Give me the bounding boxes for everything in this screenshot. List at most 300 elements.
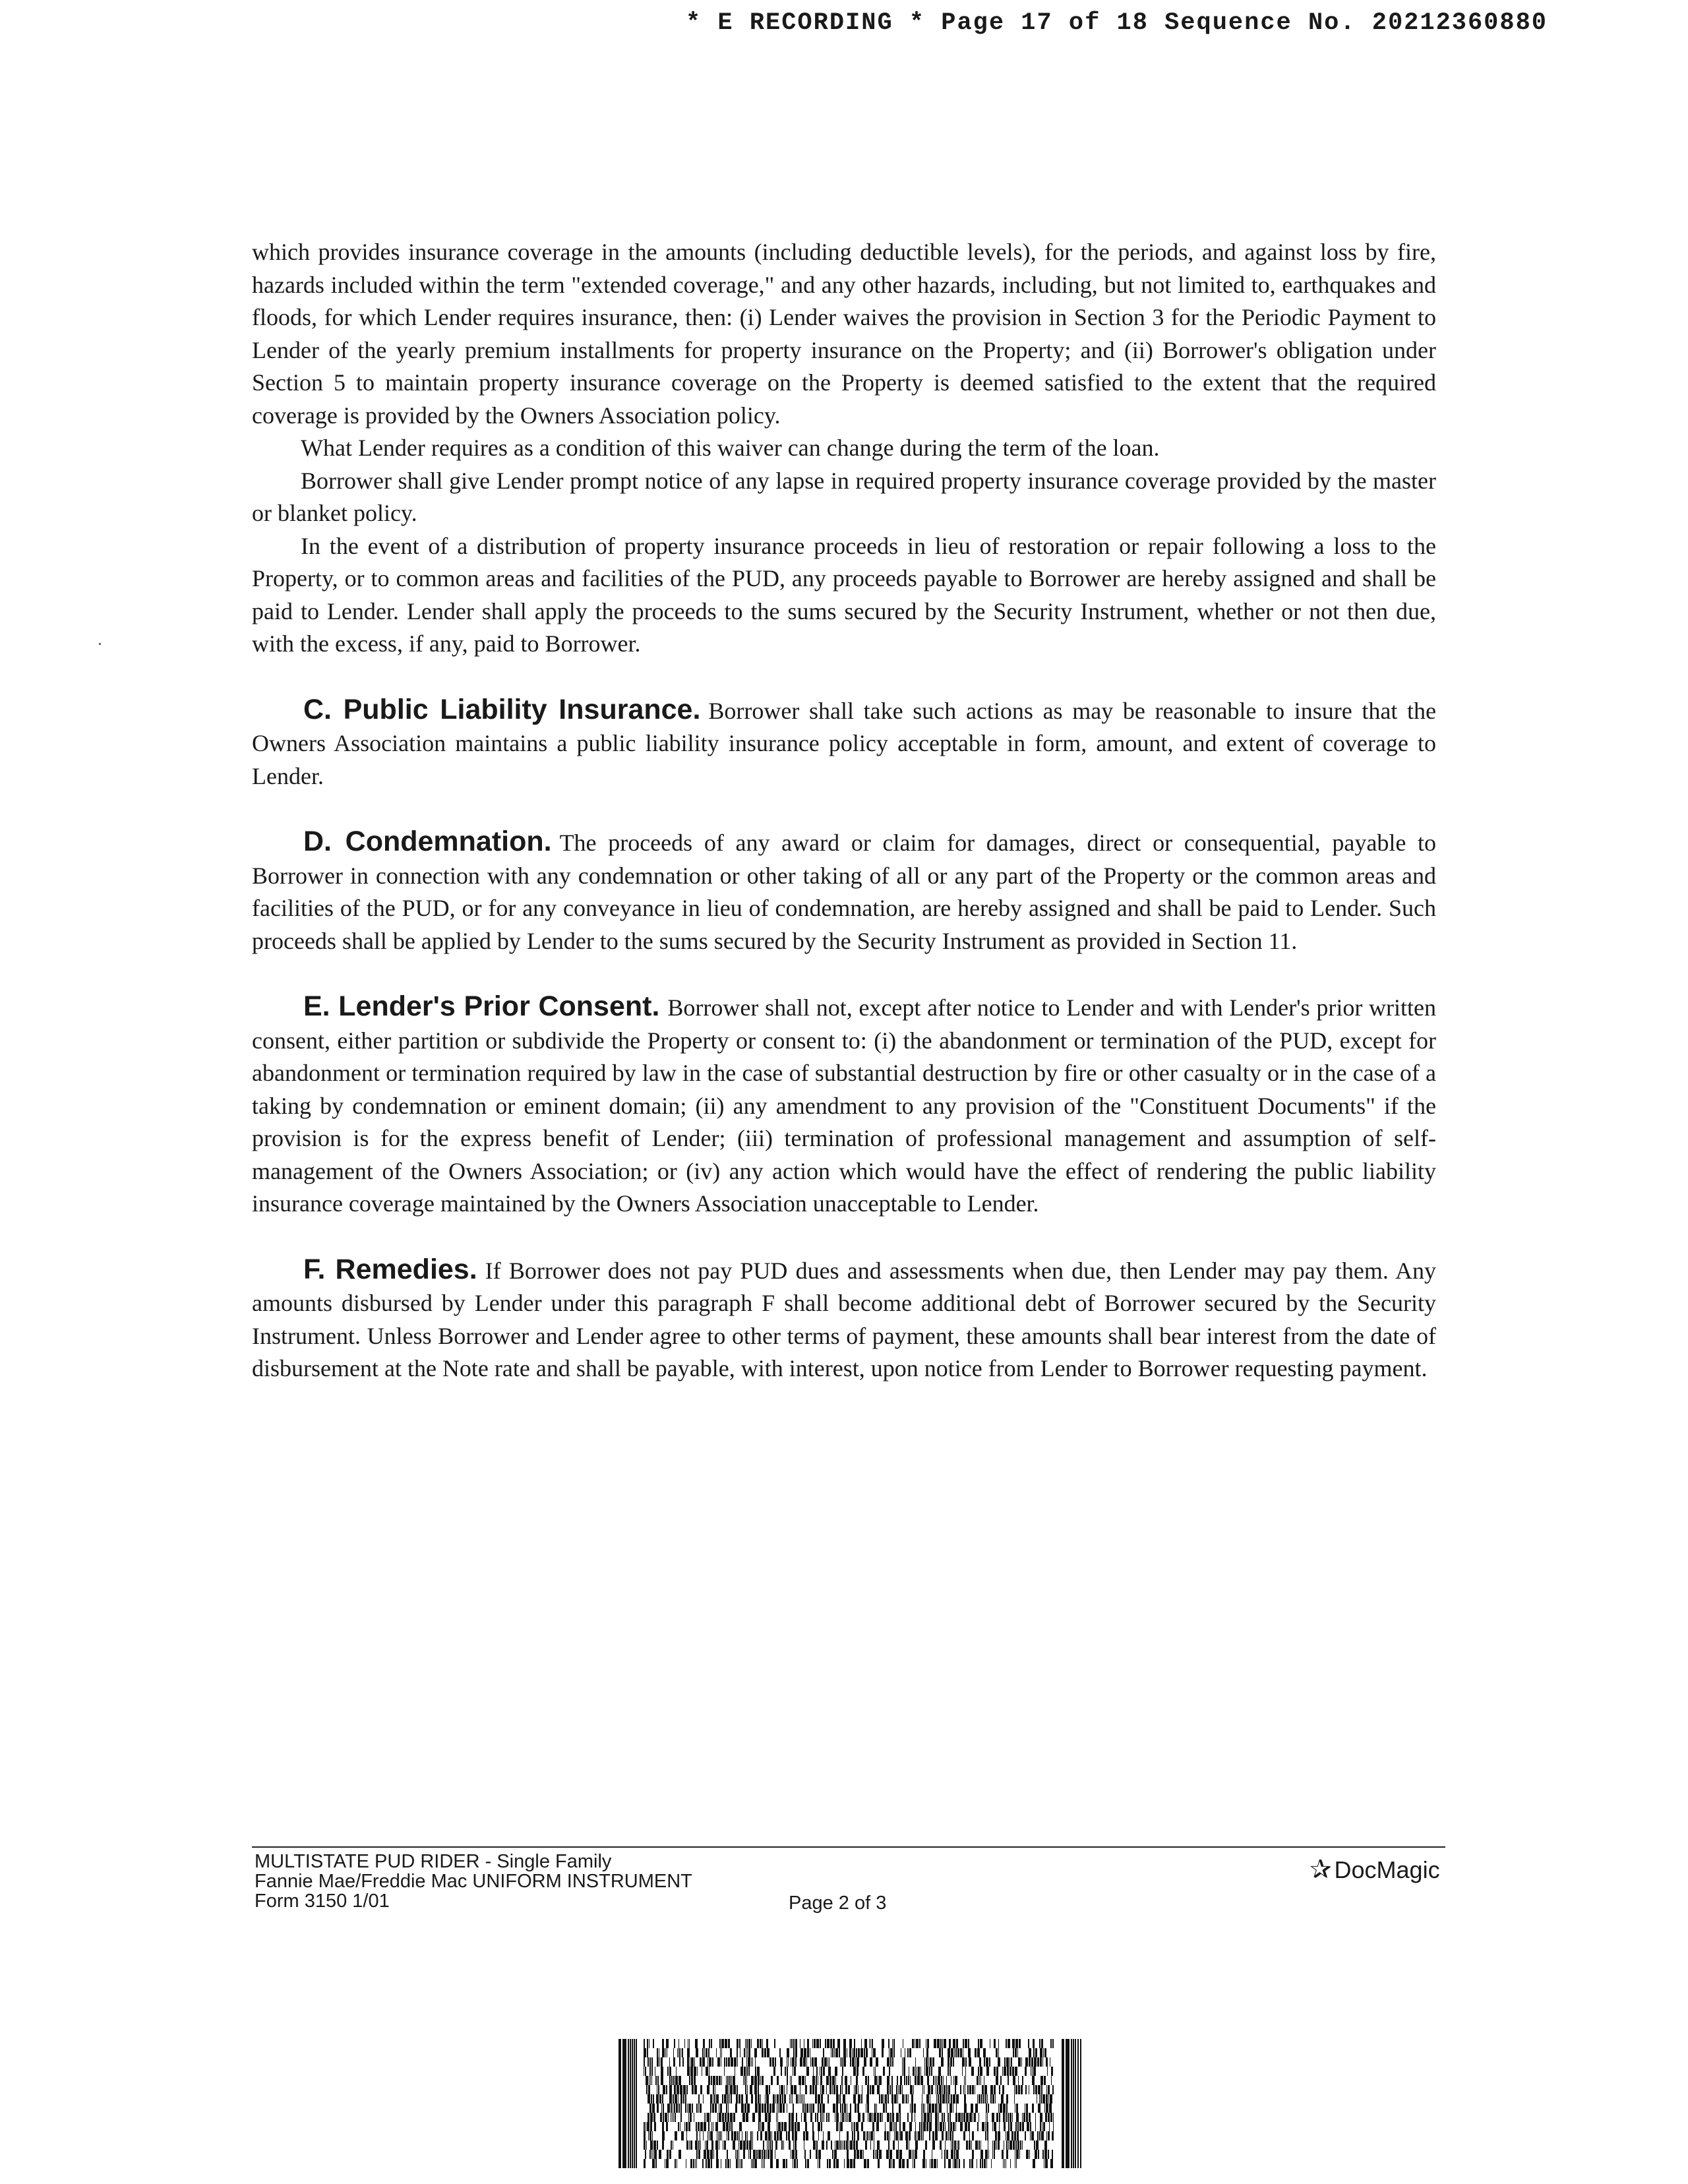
- barcode-module: [792, 2057, 795, 2067]
- barcode-module: [992, 2113, 994, 2122]
- barcode-module: [989, 2057, 990, 2067]
- barcode-module: [769, 2140, 771, 2150]
- barcode-module: [983, 2048, 986, 2057]
- barcode-module: [853, 2067, 856, 2076]
- barcode-module: [746, 2067, 748, 2076]
- barcode-module: [725, 2085, 728, 2094]
- barcode-module: [706, 2048, 708, 2057]
- barcode-module: [1003, 2113, 1005, 2122]
- section-text: Borrower shall take such actions as may be reasonable to insure that the Owners Association maintains a public liability insurance policy acceptable in form, amount, and extent of coverage to Lender.: [252, 697, 1436, 789]
- barcode-module: [724, 2094, 727, 2104]
- barcode-module: [979, 2140, 980, 2150]
- barcode-module: [940, 2122, 942, 2131]
- barcode-module: [769, 2085, 770, 2094]
- barcode-module: [814, 2057, 817, 2067]
- barcode-module: [971, 2140, 972, 2150]
- barcode-module: [971, 2067, 974, 2076]
- barcode-module: [948, 2085, 950, 2094]
- barcode-module: [944, 2085, 946, 2094]
- barcode-module: [926, 2122, 928, 2131]
- barcode-module: [860, 2150, 862, 2159]
- barcode-module: [778, 2122, 781, 2131]
- barcode-module: [922, 2104, 924, 2113]
- barcode-module: [1006, 2104, 1008, 2113]
- barcode-module: [936, 2076, 937, 2085]
- barcode-module: [1033, 2039, 1035, 2048]
- barcode-module: [841, 2076, 843, 2085]
- barcode-module: [1019, 2150, 1020, 2159]
- barcode-module: [737, 2039, 738, 2048]
- barcode-module: [998, 2057, 1000, 2067]
- barcode-module: [983, 2094, 984, 2104]
- barcode-module: [752, 2113, 755, 2122]
- barcode-module: [887, 2131, 889, 2140]
- barcode-module: [687, 2048, 690, 2057]
- barcode-module: [779, 2048, 781, 2057]
- barcode-module: [777, 2131, 779, 2140]
- barcode-module: [977, 2122, 979, 2131]
- barcode-module: [795, 2140, 797, 2150]
- barcode-module: [715, 2122, 718, 2131]
- barcode-module: [869, 2039, 870, 2048]
- barcode-module: [832, 2150, 833, 2159]
- barcode-module: [711, 2076, 712, 2085]
- barcode-module: [903, 2067, 905, 2076]
- barcode-module: [1016, 2104, 1018, 2113]
- barcode-module: [755, 2057, 756, 2067]
- barcode-module: [922, 2113, 923, 2122]
- barcode-module: [810, 2150, 811, 2159]
- barcode-module: [758, 2076, 760, 2085]
- barcode-module: [766, 2085, 768, 2094]
- barcode-module: [648, 2131, 649, 2140]
- barcode-module: [1021, 2057, 1022, 2067]
- barcode-module: [823, 2048, 824, 2057]
- barcode-module: [764, 2048, 766, 2057]
- barcode-module: [773, 2067, 775, 2076]
- barcode-module: [648, 2085, 650, 2094]
- barcode-module: [741, 2094, 743, 2104]
- barcode-module: [828, 2067, 831, 2076]
- barcode-module: [706, 2140, 708, 2150]
- barcode-module: [963, 2085, 964, 2094]
- barcode-module: [1017, 2122, 1019, 2131]
- barcode-module: [696, 2048, 698, 2057]
- barcode-module: [915, 2131, 916, 2140]
- barcode-module: [872, 2039, 873, 2048]
- barcode-module: [786, 2131, 787, 2140]
- barcode-module: [1045, 2113, 1047, 2122]
- barcode-module: [937, 2039, 940, 2048]
- barcode-module: [855, 2104, 857, 2113]
- barcode-module: [835, 2048, 838, 2057]
- barcode-module: [678, 2104, 680, 2113]
- barcode-module: [711, 2159, 712, 2168]
- barcode-module: [731, 2131, 733, 2140]
- barcode-module: [730, 2048, 732, 2057]
- barcode-module: [1040, 2113, 1042, 2122]
- barcode-module: [695, 2140, 698, 2150]
- barcode-module: [771, 2131, 772, 2140]
- barcode-module: [692, 2104, 693, 2113]
- barcode-module: [924, 2067, 925, 2076]
- barcode-module: [894, 2094, 897, 2104]
- barcode-module: [996, 2067, 998, 2076]
- barcode-module: [886, 2104, 887, 2113]
- barcode-module: [686, 2085, 688, 2094]
- barcode-module: [657, 2140, 658, 2150]
- barcode-module: [812, 2085, 814, 2094]
- barcode-module: [928, 2085, 930, 2094]
- barcode-module: [754, 2159, 757, 2168]
- barcode-module: [729, 2094, 730, 2104]
- barcode-module: [1071, 2039, 1072, 2168]
- barcode-module: [848, 2085, 850, 2094]
- barcode-module: [843, 2094, 845, 2104]
- barcode-module: [934, 2039, 936, 2048]
- barcode-module: [954, 2150, 955, 2159]
- barcode-module: [752, 2159, 754, 2168]
- barcode-module: [1045, 2159, 1048, 2168]
- barcode-module: [737, 2057, 738, 2067]
- barcode-module: [711, 2122, 712, 2131]
- barcode-module: [995, 2131, 997, 2140]
- barcode-module: [978, 2067, 979, 2076]
- barcode-module: [852, 2057, 855, 2067]
- barcode-module: [902, 2057, 903, 2067]
- barcode-module: [813, 2067, 814, 2076]
- barcode-module: [728, 2131, 729, 2140]
- barcode-module: [870, 2085, 871, 2094]
- barcode-module: [816, 2140, 818, 2150]
- barcode-module: [809, 2104, 810, 2113]
- barcode-module: [962, 2067, 963, 2076]
- barcode-module: [923, 2048, 924, 2057]
- barcode-module: [939, 2085, 942, 2094]
- barcode-module: [644, 2048, 646, 2057]
- barcode-module: [747, 2104, 750, 2113]
- barcode-module: [727, 2094, 729, 2104]
- barcode-module: [690, 2159, 692, 2168]
- barcode-module: [804, 2048, 806, 2057]
- barcode-module: [687, 2104, 688, 2113]
- barcode-module: [992, 2094, 994, 2104]
- barcode-module: [889, 2067, 890, 2076]
- form-instrument: Fannie Mae/Freddie Mac UNIFORM INSTRUMENT: [255, 1871, 692, 1892]
- barcode-module: [760, 2122, 761, 2131]
- barcode-module: [743, 2140, 746, 2150]
- barcode-module: [1035, 2048, 1037, 2057]
- barcode-module: [693, 2159, 694, 2168]
- barcode-module: [757, 2131, 758, 2140]
- barcode-module: [980, 2140, 981, 2150]
- barcode-module: [990, 2085, 993, 2094]
- barcode-module: [765, 2113, 768, 2122]
- barcode-module: [806, 2067, 809, 2076]
- barcode-module: [899, 2085, 901, 2094]
- barcode-module: [659, 2150, 661, 2159]
- barcode-module: [753, 2150, 756, 2159]
- barcode-module: [737, 2150, 738, 2159]
- barcode-module: [980, 2076, 981, 2085]
- barcode-module: [950, 2057, 952, 2067]
- barcode-module: [836, 2122, 838, 2131]
- barcode-module: [1008, 2039, 1010, 2048]
- barcode-module: [716, 2076, 718, 2085]
- barcode-module: [929, 2067, 930, 2076]
- barcode-module: [853, 2094, 856, 2104]
- barcode-module: [889, 2122, 892, 2131]
- barcode-module: [789, 2113, 791, 2122]
- barcode-module: [940, 2140, 942, 2150]
- barcode-module: [654, 2150, 657, 2159]
- barcode-module: [748, 2150, 749, 2159]
- barcode-module: [956, 2150, 959, 2159]
- barcode-module: [742, 2057, 743, 2067]
- barcode-module: [673, 2057, 675, 2067]
- barcode-module: [1037, 2057, 1039, 2067]
- barcode-module: [856, 2076, 858, 2085]
- barcode-module: [729, 2076, 731, 2085]
- barcode-module: [1038, 2150, 1039, 2159]
- barcode-module: [945, 2140, 946, 2150]
- barcode-module: [1018, 2057, 1021, 2067]
- barcode-module: [793, 2104, 794, 2113]
- barcode-module: [733, 2113, 735, 2122]
- barcode-module: [733, 2085, 736, 2094]
- barcode-module: [723, 2122, 725, 2131]
- barcode-module: [650, 2122, 652, 2131]
- barcode-module: [890, 2057, 891, 2067]
- barcode-module: [1029, 2113, 1031, 2122]
- barcode-module: [746, 2094, 748, 2104]
- barcode-module: [728, 2039, 730, 2048]
- barcode-module: [706, 2067, 708, 2076]
- barcode-module: [980, 2159, 981, 2168]
- barcode-module: [751, 2076, 754, 2085]
- barcode-module: [1041, 2131, 1044, 2140]
- barcode-module: [668, 2113, 669, 2122]
- barcode-module: [839, 2048, 840, 2057]
- barcode-module: [770, 2159, 773, 2168]
- barcode-module: [803, 2131, 805, 2140]
- barcode-module: [821, 2094, 823, 2104]
- barcode-module: [1003, 2104, 1006, 2113]
- barcode-module: [758, 2085, 759, 2094]
- barcode-module: [1030, 2131, 1031, 2140]
- barcode-module: [710, 2094, 712, 2104]
- barcode-module: [950, 2122, 952, 2131]
- barcode-module: [944, 2150, 946, 2159]
- barcode-module: [826, 2085, 827, 2094]
- barcode-module: [716, 2159, 719, 2168]
- barcode-module: [647, 2122, 649, 2131]
- barcode-module: [744, 2048, 745, 2057]
- barcode-module: [678, 2122, 679, 2131]
- barcode-module: [815, 2085, 817, 2094]
- barcode-module: [891, 2159, 892, 2168]
- barcode-module: [820, 2039, 821, 2048]
- barcode-module: [662, 2140, 664, 2150]
- barcode-module: [938, 2094, 939, 2104]
- barcode-module: [794, 2085, 797, 2094]
- barcode-module: [845, 2076, 847, 2085]
- barcode-module: [858, 2113, 860, 2122]
- barcode-module: [910, 2104, 911, 2113]
- barcode-module: [724, 2067, 725, 2076]
- barcode-module: [729, 2122, 731, 2131]
- barcode-module: [762, 2076, 764, 2085]
- barcode-module: [793, 2048, 795, 2057]
- barcode-module: [726, 2057, 727, 2067]
- barcode-module: [751, 2159, 752, 2168]
- barcode-module: [731, 2057, 733, 2067]
- barcode-module: [1010, 2159, 1011, 2168]
- barcode-module: [867, 2104, 869, 2113]
- barcode-module: [906, 2094, 907, 2104]
- barcode-module: [652, 2159, 655, 2168]
- barcode-module: [683, 2094, 684, 2104]
- barcode-module: [758, 2094, 760, 2104]
- barcode-module: [998, 2131, 1000, 2140]
- barcode-module: [694, 2076, 696, 2085]
- barcode-module: [891, 2094, 893, 2104]
- barcode-module: [898, 2085, 899, 2094]
- barcode-module: [807, 2159, 809, 2168]
- barcode-module: [1046, 2057, 1048, 2067]
- barcode-module: [771, 2140, 773, 2150]
- barcode-module: [867, 2131, 868, 2140]
- barcode-module: [946, 2150, 948, 2159]
- barcode-module: [746, 2140, 748, 2150]
- barcode-module: [931, 2159, 933, 2168]
- barcode-module: [652, 2104, 655, 2113]
- barcode-module: [737, 2085, 738, 2094]
- barcode-module: [675, 2113, 676, 2122]
- barcode-module: [695, 2159, 696, 2168]
- barcode-module: [832, 2076, 835, 2085]
- barcode-module: [936, 2094, 937, 2104]
- barcode-module: [914, 2159, 915, 2168]
- barcode-module: [1015, 2085, 1017, 2094]
- barcode-module: [903, 2122, 905, 2131]
- waiver-paragraph: What Lender requires as a condition of this waiver can change during the term of the loan.: [301, 435, 1160, 461]
- barcode-module: [671, 2104, 672, 2113]
- barcode-module: [867, 2159, 869, 2168]
- barcode-module: [791, 2039, 793, 2048]
- barcode-module: [682, 2057, 684, 2067]
- barcode-module: [870, 2057, 872, 2067]
- barcode-module: [781, 2140, 783, 2150]
- barcode-module: [707, 2085, 709, 2094]
- barcode-module: [765, 2131, 768, 2140]
- barcode-module: [942, 2048, 943, 2057]
- form-identification: [255, 1852, 692, 1911]
- barcode-module: [1006, 2113, 1007, 2122]
- barcode-module: [826, 2113, 828, 2122]
- barcode-module: [766, 2039, 768, 2048]
- barcode-module: [694, 2085, 697, 2094]
- barcode-module: [906, 2076, 907, 2085]
- barcode-module: [716, 2150, 718, 2159]
- barcode-module: [695, 2039, 698, 2048]
- barcode-module: [662, 2048, 665, 2057]
- barcode-module: [720, 2104, 722, 2113]
- barcode-module: [788, 2057, 789, 2067]
- barcode-module: [843, 2048, 846, 2057]
- barcode-module: [951, 2094, 952, 2104]
- barcode-module: [683, 2085, 686, 2094]
- barcode-module: [801, 2094, 802, 2104]
- barcode-module: [902, 2094, 904, 2104]
- barcode-module: [950, 2104, 952, 2113]
- barcode-module: [906, 2140, 908, 2150]
- barcode-module: [752, 2057, 753, 2067]
- barcode-module: [882, 2039, 884, 2048]
- barcode-module: [660, 2113, 662, 2122]
- barcode-module: [750, 2085, 752, 2094]
- barcode-module: [648, 2057, 649, 2067]
- barcode-module: [955, 2085, 956, 2094]
- barcode-module: [696, 2122, 697, 2131]
- barcode-module: [975, 2104, 978, 2113]
- barcode-module: [807, 2039, 809, 2048]
- scan-mark: [99, 643, 101, 645]
- barcode-module: [948, 2048, 950, 2057]
- barcode-module: [899, 2113, 901, 2122]
- barcode-module: [1023, 2113, 1025, 2122]
- barcode-module: [1008, 2122, 1010, 2131]
- barcode-module: [1047, 2067, 1048, 2076]
- barcode-module: [889, 2159, 891, 2168]
- barcode-module: [666, 2159, 669, 2168]
- barcode-module: [757, 2039, 759, 2048]
- barcode-module: [933, 2076, 934, 2085]
- barcode-module: [754, 2085, 757, 2094]
- docmagic-logo: [1310, 1854, 1440, 1885]
- barcode-module: [992, 2140, 993, 2150]
- barcode-module: [789, 2122, 791, 2131]
- barcode-module: [860, 2048, 863, 2057]
- barcode-module: [790, 2076, 791, 2085]
- barcode-module: [739, 2131, 740, 2140]
- barcode-module: [667, 2150, 669, 2159]
- barcode-module: [618, 2039, 621, 2168]
- barcode-module: [669, 2085, 672, 2094]
- barcode-module: [820, 2104, 822, 2113]
- barcode-module: [994, 2140, 996, 2150]
- barcode-module: [700, 2057, 702, 2067]
- barcode-module: [960, 2048, 962, 2057]
- barcode-module: [853, 2140, 855, 2150]
- barcode-module: [748, 2039, 750, 2048]
- barcode-module: [649, 2131, 651, 2140]
- barcode-module: [651, 2094, 652, 2104]
- barcode-module: [920, 2067, 921, 2076]
- barcode-module: [1040, 2057, 1042, 2067]
- barcode-module: [996, 2076, 998, 2085]
- barcode-module: [663, 2104, 664, 2113]
- barcode-module: [709, 2039, 710, 2048]
- barcode-module: [1006, 2094, 1008, 2104]
- barcode-module: [897, 2094, 898, 2104]
- barcode-module: [775, 2094, 776, 2104]
- barcode-module: [847, 2113, 848, 2122]
- barcode-module: [803, 2057, 806, 2067]
- barcode-module: [661, 2057, 663, 2067]
- barcode-module: [963, 2113, 965, 2122]
- barcode-module: [666, 2039, 669, 2048]
